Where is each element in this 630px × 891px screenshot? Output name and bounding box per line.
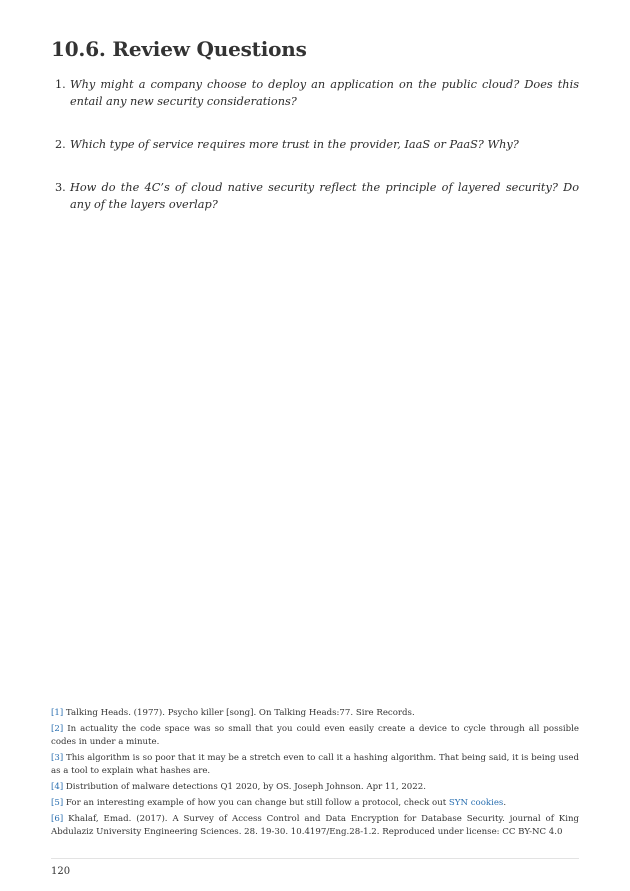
- footnote-text: In actuality the code space was so small that you could even easily create a device to cycle through all possible codes in under a minute.: [51, 724, 580, 747]
- footnote-ref-link[interactable]: [6]: [51, 814, 64, 824]
- question-number: 2.: [55, 138, 66, 151]
- question-text: How do the 4C’s of cloud native security reflect the principle of layered security? Do any of the layers overlap?: [70, 181, 579, 211]
- question-item: [51, 179, 579, 213]
- question-number: 1.: [55, 78, 66, 91]
- footnote-text: For an interesting example of how you can change but still follow a protocol, check out: [65, 798, 447, 808]
- footnote-ref-link[interactable]: [2]: [51, 724, 64, 734]
- footnote-text: This algorithm is so poor that it may be a stretch even to call it a hashing algorithm. That being said, it is being used as a tool to explain what hashes are.: [51, 753, 579, 776]
- footnote: [51, 707, 579, 720]
- question-number: 3.: [55, 181, 66, 194]
- question-item: [51, 76, 579, 110]
- footnote: [51, 797, 579, 810]
- footnote: [51, 781, 579, 794]
- review-questions-list: [51, 76, 579, 213]
- section-heading: 10.6. Review Questions: [51, 37, 307, 61]
- footnote-ref-link[interactable]: [1]: [51, 708, 64, 718]
- footnote-ref-link[interactable]: [5]: [51, 798, 64, 808]
- question-text: Which type of service requires more trust in the provider, IaaS or PaaS? Why?: [70, 138, 519, 151]
- footnote-punctuation: .: [503, 798, 507, 808]
- syn-cookies-link[interactable]: SYN cookies: [448, 798, 504, 808]
- footnote-text: Distribution of malware detections Q1 2020, by OS. Joseph Johnson. Apr 11, 2022.: [65, 782, 426, 792]
- footnote-text: Khalaf, Emad. (2017). A Survey of Access Control and Data Encryption for Database Security. journal of King Abdulaziz University Engineering Sciences. 28. 19-30. 10.4197/Eng.28-1.2. Reproduced under license: CC BY-NC 4.0: [51, 814, 579, 837]
- footnote: [51, 813, 579, 839]
- page-number: 120: [51, 866, 71, 877]
- footnote-ref-link[interactable]: [4]: [51, 782, 64, 792]
- footnote: [51, 723, 579, 749]
- footnote-ref-link[interactable]: [3]: [51, 753, 64, 763]
- footer-divider: [51, 858, 579, 859]
- question-text: Why might a company choose to deploy an application on the public cloud? Does this entail any new security considerations?: [70, 78, 579, 108]
- footnotes: [51, 707, 579, 842]
- footnote-text: Talking Heads. (1977). Psycho killer [song]. On Talking Heads:77. Sire Records.: [65, 708, 415, 718]
- question-item: [51, 136, 579, 153]
- footnote: [51, 752, 579, 778]
